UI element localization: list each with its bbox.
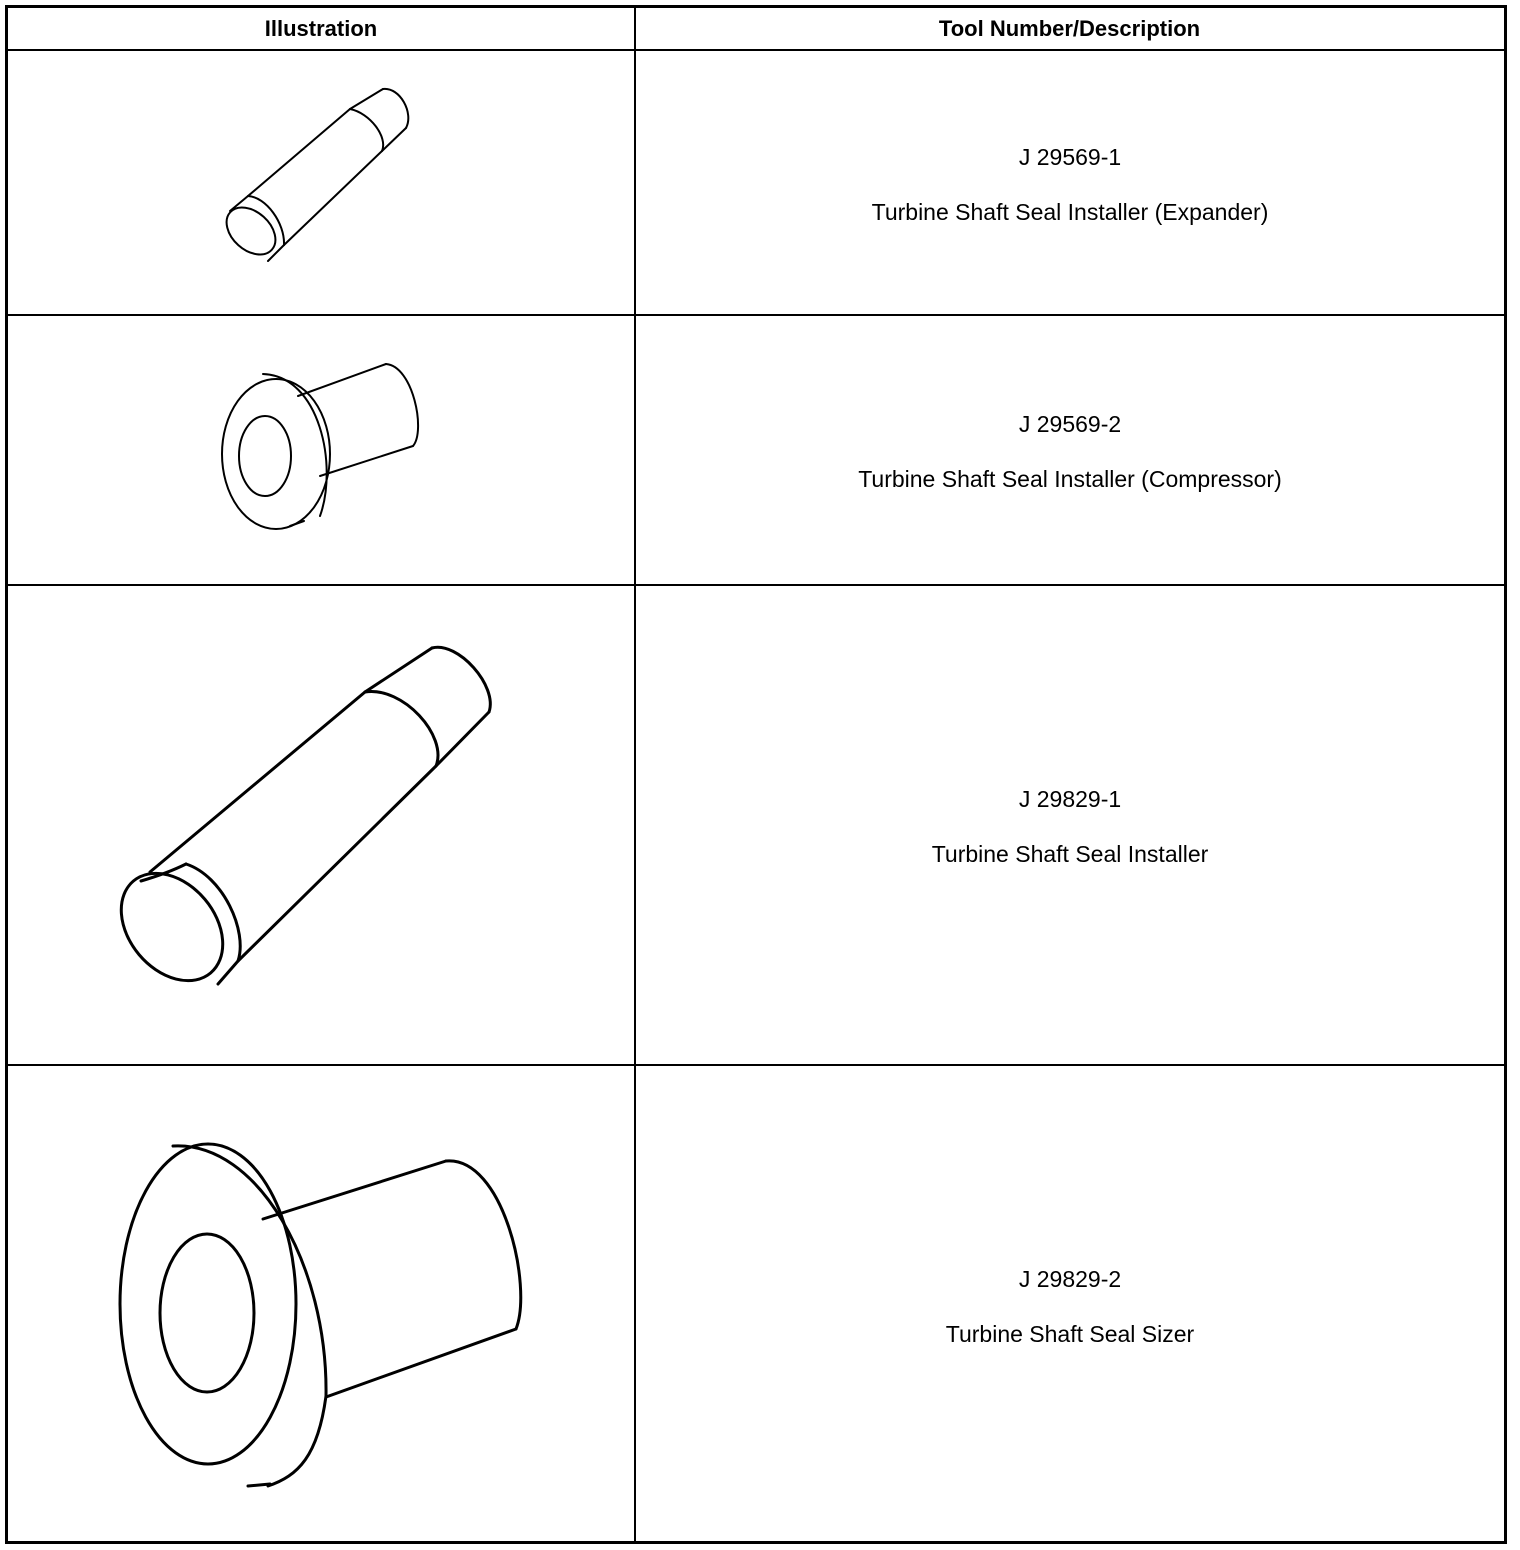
- description-cell: [636, 1066, 1504, 1541]
- table-row: [8, 51, 1504, 316]
- tool-number: J 29569-2: [1018, 411, 1122, 437]
- table-row: [8, 1066, 1504, 1541]
- header-tool-number-description: Tool Number/Description: [938, 16, 1201, 41]
- compressor-tool-icon: [8, 316, 634, 584]
- illustration-cell: [8, 51, 634, 314]
- tool-number: J 29829-2: [1018, 1266, 1122, 1292]
- tool-description: Turbine Shaft Seal Installer (Compressor): [858, 466, 1282, 492]
- illustration-cell: [8, 316, 634, 584]
- description-cell: [636, 586, 1504, 1064]
- sizer-tool-icon: [8, 1066, 634, 1541]
- expander-tool-icon: [8, 51, 634, 314]
- table-row: [8, 586, 1504, 1066]
- tool-description: Turbine Shaft Seal Sizer: [945, 1321, 1195, 1347]
- table-header: [8, 8, 1504, 51]
- illustration-cell: [8, 586, 634, 1064]
- table-row: [8, 316, 1504, 586]
- description-cell: [636, 316, 1504, 584]
- installer-tool-icon: [8, 586, 634, 1064]
- tool-table: [5, 5, 1507, 1544]
- header-illustration: Illustration: [264, 16, 378, 41]
- description-cell: [636, 51, 1504, 314]
- tool-number: J 29829-1: [1018, 786, 1122, 812]
- illustration-cell: [8, 1066, 634, 1541]
- tool-description: Turbine Shaft Seal Installer (Expander): [871, 199, 1269, 225]
- tool-number: J 29569-1: [1018, 144, 1122, 170]
- tool-description: Turbine Shaft Seal Installer: [931, 841, 1209, 867]
